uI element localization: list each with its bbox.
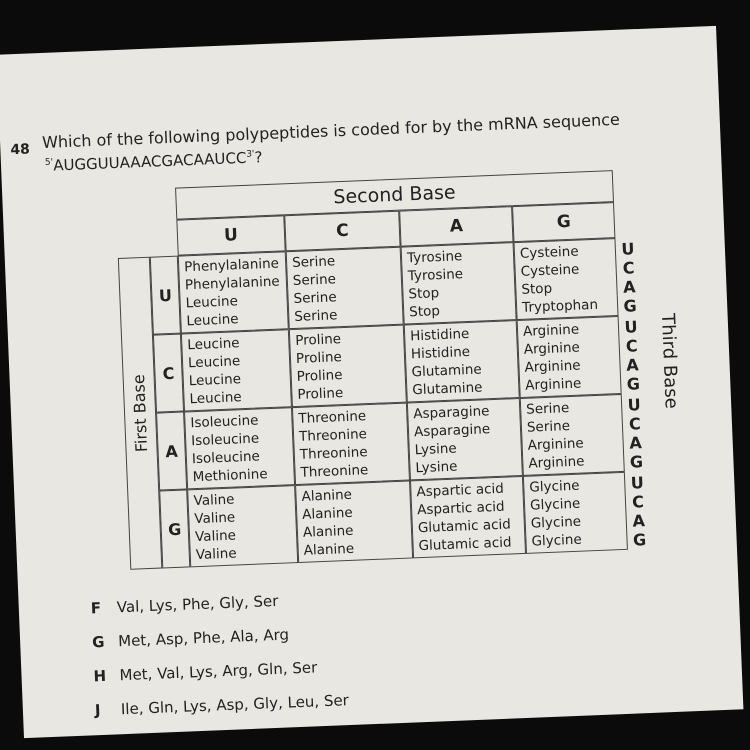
amino-acid-name: Arginine bbox=[522, 321, 580, 340]
third-base-letter: U bbox=[620, 239, 635, 259]
amino-acid-name: Threonine bbox=[298, 426, 368, 445]
amino-acid-name: Glycine bbox=[530, 513, 582, 532]
amino-acid-name: Valine bbox=[195, 545, 237, 564]
codon-block bbox=[292, 403, 410, 486]
first-base-a: A bbox=[156, 411, 187, 490]
third-base-letter: U bbox=[630, 473, 645, 493]
second-base-a: A bbox=[399, 206, 513, 247]
amino-acid-name: Cysteine bbox=[519, 243, 579, 262]
amino-acid-name: Glycine bbox=[531, 531, 583, 550]
amino-acid-name: Leucine bbox=[188, 371, 242, 390]
amino-acid-name: Glycine bbox=[529, 477, 580, 496]
worksheet-page bbox=[0, 26, 743, 738]
amino-acid-name: Tryptophan bbox=[521, 296, 599, 316]
third-base-letter: G bbox=[623, 296, 638, 316]
codon-block bbox=[517, 316, 622, 398]
amino-acid-name: Alanine bbox=[302, 522, 354, 541]
amino-acid-name: Tyrosine bbox=[406, 248, 463, 267]
amino-acid-name: Stop bbox=[521, 280, 553, 298]
second-base-c: C bbox=[284, 211, 400, 252]
amino-acid-name: Glutamic acid bbox=[418, 534, 512, 555]
amino-acid-name: Glutamine bbox=[412, 379, 483, 399]
third-base-letter: G bbox=[632, 530, 647, 550]
answer-letter: J bbox=[94, 701, 101, 720]
amino-acid-name: Valine bbox=[194, 509, 236, 528]
amino-acid-name: Valine bbox=[193, 491, 235, 510]
third-base-letter: G bbox=[626, 374, 641, 394]
amino-acid-name: Isoleucine bbox=[190, 430, 260, 450]
second-base-u: U bbox=[176, 215, 285, 255]
amino-acid-name: Alanine bbox=[301, 504, 353, 523]
amino-acid-name: Proline bbox=[296, 367, 343, 385]
third-base-letter: A bbox=[622, 277, 636, 297]
amino-acid-name: Histidine bbox=[410, 343, 471, 363]
codon-block bbox=[286, 247, 404, 330]
amino-acid-name: Threonine bbox=[300, 462, 369, 481]
third-base-label: Third Base bbox=[656, 312, 682, 409]
amino-acid-name: Stop bbox=[408, 285, 440, 303]
amino-acid-name: Lysine bbox=[415, 458, 458, 477]
question-text: Which of the following polypeptides is coded for by the mRNA sequence bbox=[41, 109, 621, 152]
first-base-u: U bbox=[150, 256, 181, 335]
mrna-sequence bbox=[45, 148, 263, 175]
first-base-label: First Base bbox=[129, 374, 152, 453]
amino-acid-name: Phenylalanine bbox=[183, 255, 280, 276]
amino-acid-name: Phenylalanine bbox=[184, 273, 280, 294]
question-number: 48 bbox=[10, 141, 31, 159]
codon-block bbox=[407, 398, 523, 480]
answer-choices bbox=[90, 589, 349, 735]
answer-text: Met, Val, Lys, Arg, Gln, Ser bbox=[119, 658, 318, 685]
codon-block bbox=[181, 329, 292, 411]
third-base-letter: G bbox=[629, 452, 644, 472]
third-base-letter: A bbox=[632, 511, 646, 531]
amino-acid-name: Serine bbox=[525, 400, 570, 418]
answer-text: Val, Lys, Phe, Gly, Ser bbox=[116, 591, 279, 617]
codon-block bbox=[289, 325, 407, 408]
third-base-letter: C bbox=[622, 258, 635, 278]
amino-acid-name: Arginine bbox=[528, 453, 585, 472]
codon-block bbox=[410, 476, 526, 558]
codon-block bbox=[520, 394, 625, 476]
amino-acid-name: Methionine bbox=[192, 466, 268, 486]
amino-acid-name: Lysine bbox=[414, 440, 457, 459]
third-base-letter: U bbox=[627, 395, 642, 415]
codon-block bbox=[295, 480, 413, 563]
codon-block bbox=[187, 485, 298, 567]
second-base-header: Second Base bbox=[175, 170, 614, 220]
second-base-g: G bbox=[512, 202, 615, 242]
amino-acid-name: Leucine bbox=[187, 335, 240, 354]
three-prime-label: 3' bbox=[246, 149, 255, 160]
codon-block bbox=[514, 238, 619, 320]
amino-acid-name: Histidine bbox=[409, 325, 470, 345]
answer-letter: G bbox=[91, 632, 105, 652]
genetic-code-table bbox=[115, 166, 726, 590]
answer-text: Ile, Gln, Lys, Asp, Gly, Leu, Ser bbox=[120, 691, 350, 719]
sequence-text: AUGGUUAAACGACAAUCC bbox=[52, 148, 247, 175]
amino-acid-name: Alanine bbox=[301, 486, 353, 505]
amino-acid-name: Glycine bbox=[529, 495, 581, 514]
third-base-letter: C bbox=[631, 492, 645, 512]
amino-acid-name: Alanine bbox=[303, 540, 355, 559]
third-base-letter: A bbox=[629, 433, 643, 453]
third-base-letter: U bbox=[624, 317, 638, 337]
answer-text: Met, Asp, Phe, Ala, Arg bbox=[117, 625, 290, 651]
amino-acid-name: Arginine bbox=[523, 339, 581, 358]
amino-acid-name: Aspartic acid bbox=[416, 480, 505, 501]
amino-acid-name: Proline bbox=[297, 385, 344, 403]
amino-acid-name: Threonine bbox=[299, 444, 368, 463]
first-base-c: C bbox=[153, 334, 184, 413]
amino-acid-name: Serine bbox=[292, 271, 337, 290]
question-mark: ? bbox=[254, 148, 263, 167]
third-base-letter: C bbox=[628, 414, 642, 434]
third-base-letter: A bbox=[625, 355, 640, 375]
amino-acid-name: Stop bbox=[408, 303, 441, 321]
amino-acid-name: Threonine bbox=[298, 408, 367, 427]
answer-letter: F bbox=[90, 598, 102, 618]
amino-acid-name: Isoleucine bbox=[191, 448, 261, 468]
amino-acid-name: Leucine bbox=[185, 293, 239, 312]
amino-acid-name: Serine bbox=[291, 253, 336, 272]
amino-acid-name: Leucine bbox=[186, 311, 239, 330]
codon-block bbox=[184, 407, 295, 489]
amino-acid-name: Serine bbox=[294, 307, 338, 325]
amino-acid-name: Serine bbox=[293, 289, 337, 307]
amino-acid-name: Arginine bbox=[524, 357, 581, 376]
amino-acid-name: Cysteine bbox=[520, 261, 580, 280]
amino-acid-name: Isoleucine bbox=[190, 412, 259, 432]
amino-acid-name: Aspartic acid bbox=[416, 498, 505, 519]
amino-acid-name: Serine bbox=[526, 418, 571, 436]
third-base-letter: C bbox=[625, 336, 639, 356]
codon-block bbox=[401, 242, 517, 324]
codon-block bbox=[178, 251, 289, 333]
amino-acid-name: Leucine bbox=[189, 389, 243, 408]
amino-acid-name: Arginine bbox=[527, 435, 585, 454]
answer-letter: H bbox=[93, 666, 107, 686]
amino-acid-name: Valine bbox=[194, 527, 237, 546]
first-base-g: G bbox=[159, 489, 190, 568]
amino-acid-name: Proline bbox=[294, 331, 342, 349]
amino-acid-name: Glutamine bbox=[411, 361, 483, 381]
amino-acid-name: Leucine bbox=[187, 353, 241, 372]
amino-acid-name: Tyrosine bbox=[407, 266, 464, 285]
amino-acid-name: Asparagine bbox=[413, 421, 491, 441]
amino-acid-name: Glutamic acid bbox=[417, 516, 512, 537]
amino-acid-name: Asparagine bbox=[413, 403, 490, 423]
codon-block bbox=[404, 320, 520, 402]
five-prime-label: 5' bbox=[44, 157, 54, 168]
amino-acid-name: Arginine bbox=[524, 375, 582, 394]
codon-block bbox=[523, 472, 628, 554]
amino-acid-name: Proline bbox=[295, 349, 343, 367]
